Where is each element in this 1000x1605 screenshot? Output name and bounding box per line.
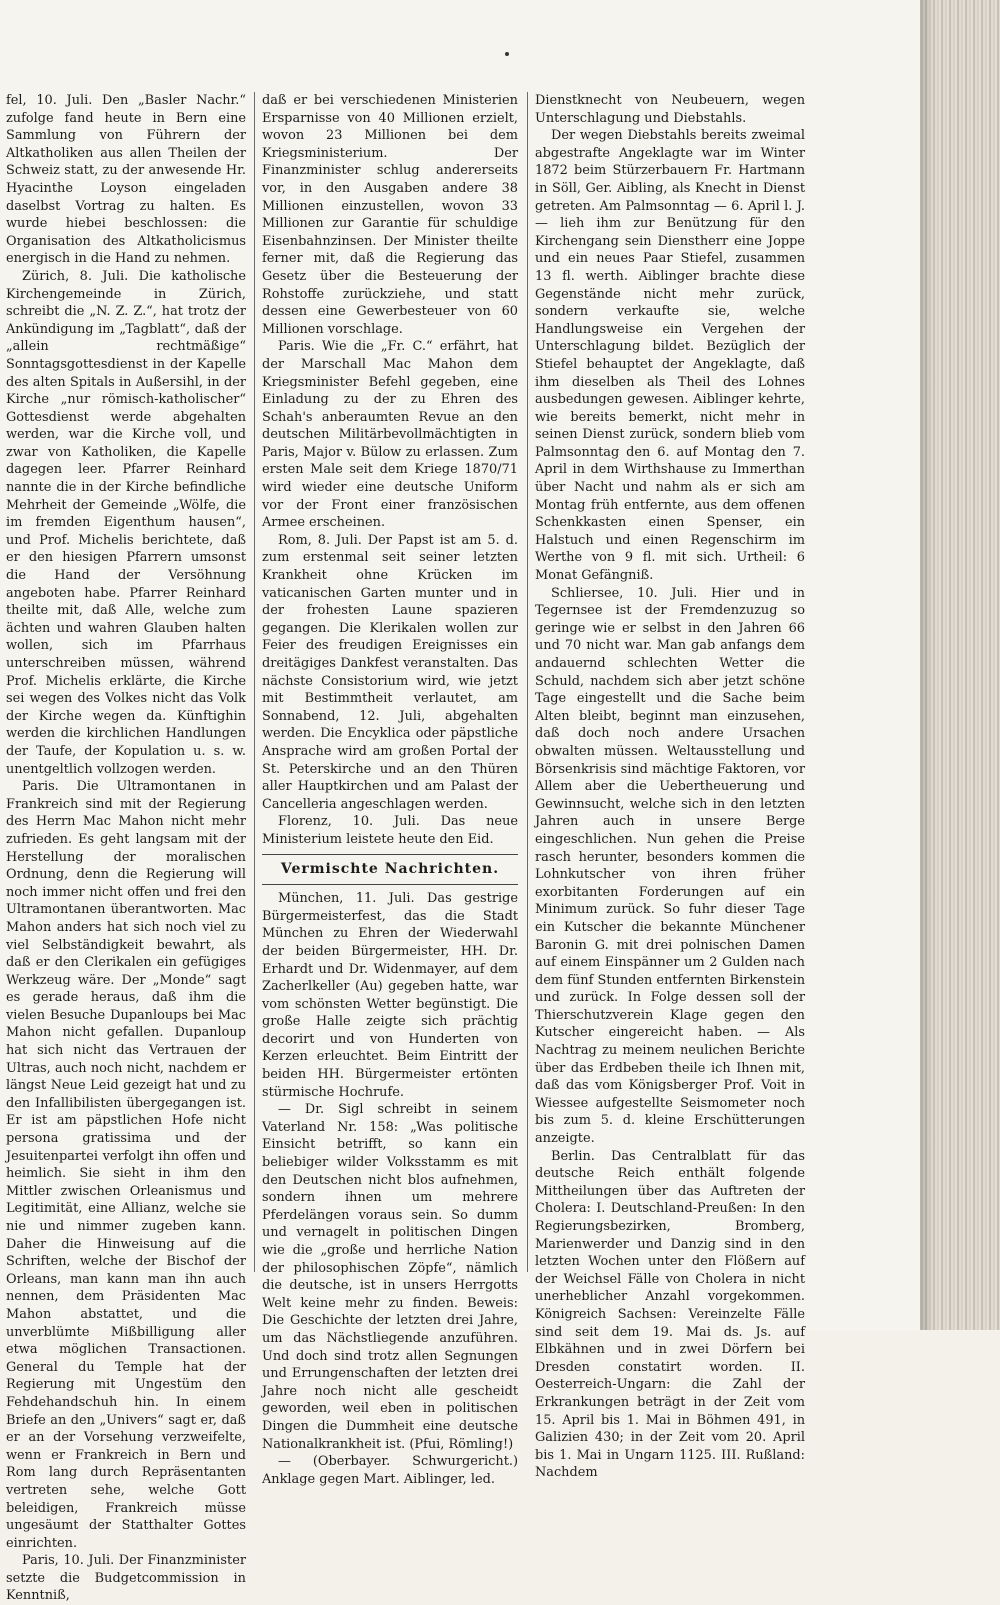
article-paragraph: fel, 10. Juli. Den „Basler Nachr.“ zufolge fand heute in Bern eine Sammlung von Führern der Altkatholiken aus allen Theilen der Schweiz statt, zu der anwesende Hr. Hyacinthe Loyson eingeladen daselbst Vortrag zu halten. Es wurde hiebei beschlossen: die Organisation des Altkatholicismus energisch in die Hand zu nehmen.: [6, 93, 246, 267]
article-paragraph: München, 11. Juli. Das gestrige Bürgermeisterfest, das die Stadt München zu Ehren der Wiederwahl der beiden Bürgermeister, HH. Dr. Erhardt und Dr. Widenmayer, auf dem Zacherlkeller (Au) gegeben hatte, war vom schönsten Wetter begünstigt. Die große Halle zeigte sich prächtig decorirt und von Hunderten von Kerzen erleuchtet. Beim Eintritt der beiden HH. Bürgermeister ertönten stürmische Hochrufe.: [262, 891, 518, 1100]
article-paragraph: Berlin. Das Centralblatt für das deutsche Reich enthält folgende Mittheilungen über das Auftreten der Cholera: I. Deutschland-Preußen: In den Regierungsbezirken, Bromberg, Marienwerder und Danzig sind in den letzten Wochen unter den Flößern auf der Weichsel Fälle von Cholera in nicht unerheblicher Anzahl vorgekommen. Königreich Sachsen: Vereinzelte Fälle sind seit dem 19. Mai ds. Js. auf Elbkähnen und in zwei Dörfern bei Dresden constatirt worden. II. Oesterreich-Ungarn: die Zahl der Erkrankungen beträgt in der Zeit vom 15. April bis 1. Mai in Böhmen 491, in Galizien 430; in der Zeit vom 20. April bis 1. Mai in Ungarn 1125. III. Rußland: Nachdem: [535, 1148, 805, 1481]
column-rule: [254, 92, 255, 1272]
column-1: [6, 92, 246, 1605]
article-paragraph: Rom, 8. Juli. Der Papst ist am 5. d. zum erstenmal seit seiner letzten Krankheit ohne Krücken im vaticanischen Garten munter und in der frohesten Laune spazieren gegangen. Die Klerikalen wollen zur Feier des freudigen Ereignisses ein dreitägiges Dankfest veranstalten. Das nächste Consistorium wird, wie jetzt mit Bestimmtheit verlautet, am Sonnabend, 12. Juli, abgehalten werden. Die Encyklica oder päpstliche Ansprache wird am großen Portal der St. Peterskirche und an den Thüren aller Hauptkirchen und am Palast der Cancelleria angeschlagen werden.: [262, 532, 518, 812]
article-paragraph: Dienstknecht von Neubeuern, wegen Unterschlagung und Diebstahls.: [535, 93, 805, 126]
column-3: [535, 92, 805, 1482]
column-rule: [527, 92, 528, 1272]
article-paragraph: Florenz, 10. Juli. Das neue Ministerium leistete heute den Eid.: [262, 814, 518, 847]
column-2: [262, 92, 518, 1488]
section-divider: [262, 884, 518, 885]
article-paragraph: Schliersee, 10. Juli. Hier und in Tegernsee ist der Fremdenzuzug so geringe wie er selbst in den Jahren 66 und 70 nicht war. Man gab anfangs dem andauernd schlechten Wetter die Schuld, nachdem sich aber jetzt schöne Tage eingestellt und die Sache beim Alten bleibt, beginnt man einzusehen, daß doch noch andere Ursachen obwalten müssen. Weltausstellung und Börsenkrisis sind mächtige Faktoren, vor Allem aber die Uebertheuerung und Gewinnsucht, welche sich in den letzten Jahren auch in unsere Berge eingeschlichen. Nun gehen die Preise rasch herunter, besonders kommen die Lohnkutscher von ihren früher exorbitanten Forderungen auf ein Minimum zurück. So fuhr dieser Tage ein Kutscher die bekannte Münchener Baronin G. mit drei polnischen Damen auf einem Einspänner um 2 Gulden nach dem fünf Stunden entfernten Birkenstein und zurück. In Folge dessen soll der Thierschutzverein Klage gegen den Kutscher eingereicht haben. — Als Nachtrag zu meinem neulichen Berichte über das Erdbeben theile ich Ihnen mit, daß das vom Königsberger Prof. Voit in Wiessee aufgestellte Seismometer noch bis zum 5. d. kleine Erschütterungen anzeigte.: [535, 585, 805, 1147]
section-heading: Vermischte Nachrichten.: [280, 860, 500, 877]
article-paragraph: — (Oberbayer. Schwurgericht.) Anklage gegen Mart. Aiblinger, led.: [262, 1454, 518, 1487]
article-paragraph: Paris. Wie die „Fr. C.“ erfährt, hat der Marschall Mac Mahon dem Kriegsminister Befehl gegeben, eine Einladung zu der zu Ehren des Schah's anberaumten Revue an den deutschen Militärbevollmächtigten in Paris, Major v. Bülow zu erlassen. Zum ersten Male seit dem Kriege 1870/71 wird wieder eine deutsche Uniform vor der Front einer französischen Armee erscheinen.: [262, 339, 518, 531]
article-paragraph: Der wegen Diebstahls bereits zweimal abgestrafte Angeklagte war im Winter 1872 beim Stürzerbauern Fr. Hartmann in Söll, Ger. Aibling, als Knecht in Dienst getreten. Am Palmsonntag — 6. April l. J. — lieh ihm zur Benützung für den Kirchengang sein Dienstherr eine Joppe und ein neues Paar Stiefel, zusammen 13 fl. werth. Aiblinger brachte diese Gegenstände nicht mehr zurück, sondern verkaufte sie, welche Handlungsweise ein Vergehen der Unterschlagung bildet. Bezüglich der Stiefel behauptet der Angeklagte, daß ihm dieselben als Theil des Lohnes ausbedungen gewesen. Aiblinger kehrte, wie bereits bemerkt, nicht mehr in seinen Dienst zurück, sondern blieb vom Palmsonntag den 6. auf Montag den 7. April in dem Wirthshause zu Immerthan über Nacht und nahm als er sich am Montag früh entfernte, aus dem offenen Schenkkasten einen Spenser, ein Halstuch und einen Regenschirm im Werthe von 9 fl. mit sich. Urtheil: 6 Monat Gefängniß.: [535, 128, 805, 584]
article-paragraph: Paris. Die Ultramontanen in Frankreich sind mit der Regierung des Herrn Mac Mahon nicht mehr zufrieden. Es geht langsam mit der Herstellung der moralischen Ordnung, denn die Regierung will noch immer nicht offen und frei den Ultramontanen überantworten. Mac Mahon anders hat sich noch viel zu viel Selbständigkeit bewahrt, als daß er den Clerikalen ein gefügiges Werkzeug wäre. Der „Monde“ sagt es gerade heraus, daß ihm die vielen Besuche Dupanloups bei Mac Mahon nicht gefallen. Dupanloup hat sich nicht das Vertrauen der Ultras, auch noch nicht, nachdem er längst Neue Leid gezeigt hat und zu den Infallibilisten übergegangen ist. Er ist am päpstlichen Hofe nicht persona gratissima und der Jesuitenpartei verfolgt ihn offen und heimlich. Sie sieht in ihm den Mittler zwischen Orleanismus und Legitimität, eine Allianz, welche sie nie und nimmer zugeben kann. Daher die Hinweisung auf die Schriften, welche der Bischof der Orleans, man kann man ihn auch nennen, dem Präsidenten Mac Mahon abstattet, und die unverblümte Mißbilligung aller etwa möglichen Transactionen. General du Temple hat der Regierung mit Ungestüm den Fehdehandschuh hin. In einem Briefe an den „Univers“ sagt er, daß er an der Vorsehung verzweifelte, wenn er Frankreich in Bern und Rom lang durch Repräsentanten vertreten sehe, welche Gott beleidigen, Frankreich müsse ungesäumt der Statthalter Gottes einrichten.: [6, 779, 246, 1551]
page-gutter-shadow: [920, 0, 934, 1330]
article-paragraph: Zürich, 8. Juli. Die katholische Kirchengemeinde in Zürich, schreibt die „N. Z. Z.“, hat trotz der Ankündigung im „Tagblatt“, daß der „allein rechtmäßige“ Sonntagsgottesdienst in der Kapelle des alten Spitals in Außersihl, in der Kirche „nur römisch-katholischer“ Gottesdienst werde abgehalten werden, war die Kirche voll, und zwar von Katholiken, die Kapelle dagegen leer. Pfarrer Reinhard nannte die in der Kirche befindliche Mehrheit der Gemeinde „Wölfe, die im fremden Eigenthum hausen“, und Prof. Michelis berichtete, daß er den hiesigen Pfarrern umsonst die Hand der Versöhnung angeboten habe. Pfarrer Reinhard theilte mit, daß Alle, welche zum ächten und wahren Glauben halten wollen, sich im Pfarrhaus unterschreiben müssen, während Prof. Michelis erklärte, die Kirche sei wegen des Volkes nicht das Volk der Kirche wegen da. Künftighin werden die kirchlichen Handlungen der Taufe, der Kopulation u. s. w. unentgeltlich vollzogen werden.: [6, 268, 246, 777]
article-paragraph: — Dr. Sigl schreibt in seinem Vaterland Nr. 158: „Was politische Einsicht betrifft, so kann ein beliebiger wilder Volksstamm es mit den Deutschen nicht blos aufnehmen, sondern ihnen um mehrere Pferdelängen voraus sein. So dumm und vernagelt in politischen Dingen wie die „große und herrliche Nation der philosophischen Zöpfe“, nämlich die deutsche, ist in unsers Herrgotts Welt keine mehr zu finden. Beweis: Die Geschichte der letzten drei Jahre, um das Nächstliegende anzuführen. Und doch sind trotz allen Segnungen und Errungenschaften der letzten drei Jahre noch nicht alle gescheidt geworden, weil eben in politischen Dingen die Dummheit eine deutsche Nationalkrankheit ist. (Pfui, Römling!): [262, 1102, 518, 1452]
section-divider: [262, 854, 518, 855]
print-speck: [505, 52, 509, 56]
article-paragraph: Paris, 10. Juli. Der Finanzminister setzte die Budgetcommission in Kenntniß,: [6, 1553, 246, 1604]
article-paragraph: daß er bei verschiedenen Ministerien Ersparnisse von 40 Millionen erzielt, wovon 23 Millionen bei dem Kriegsministerium. Der Finanzminister schlug andererseits vor, in den Ausgaben andere 38 Millionen einzustellen, wovon 33 Millionen zur Garantie für schuldige Eisenbahnzinsen. Der Minister theilte ferner mit, daß die Regierung das Gesetz über die Besteuerung der Rohstoffe zurückziehe, und statt dessen eine Gewerbesteuer von 60 Millionen vorschlage.: [262, 93, 518, 337]
